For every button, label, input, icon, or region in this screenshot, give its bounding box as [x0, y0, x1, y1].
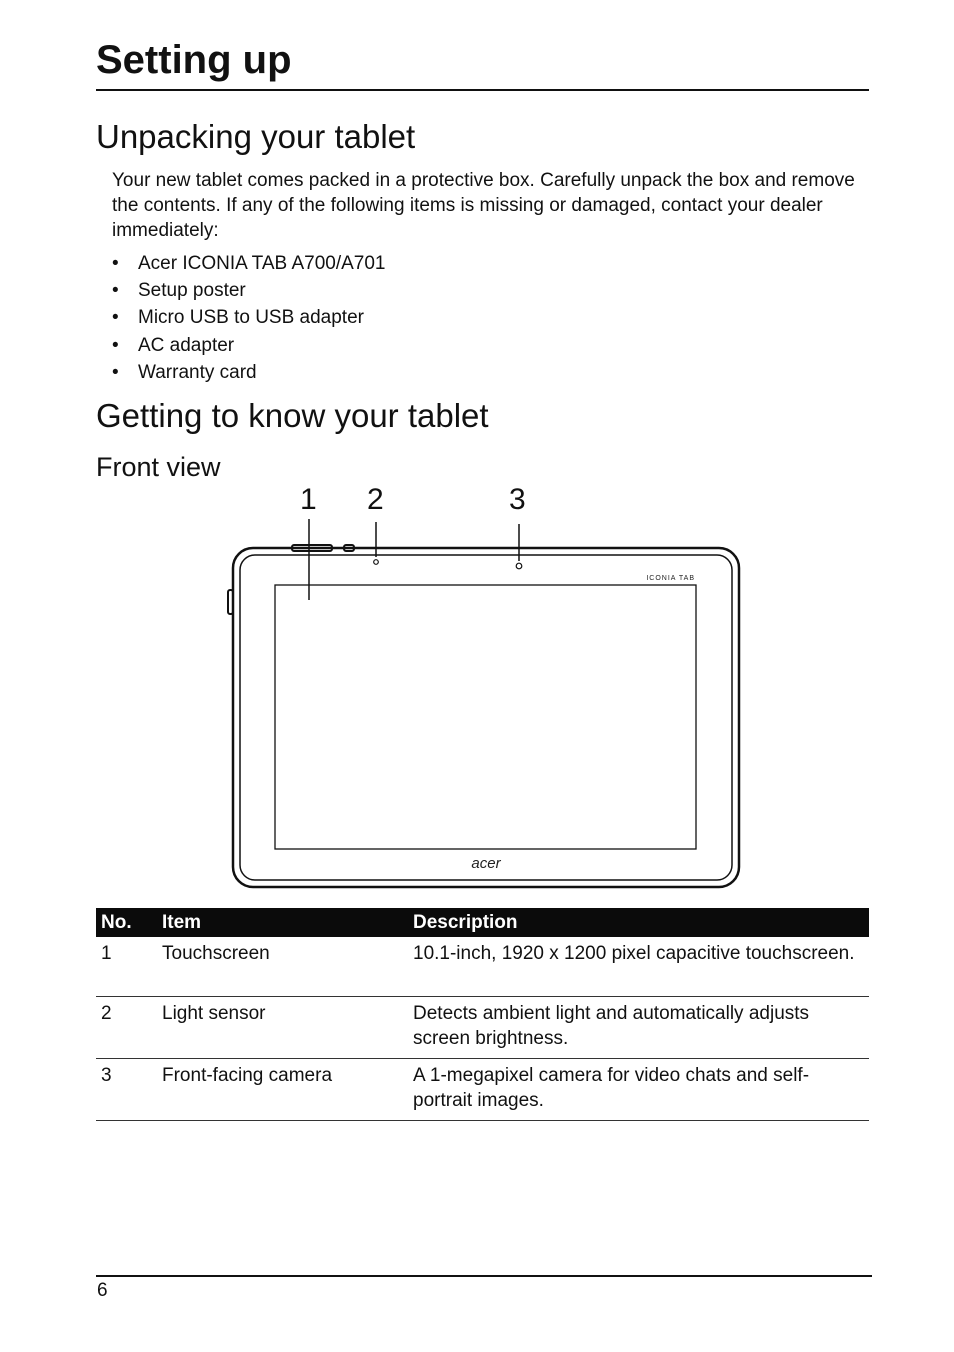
callout-1: 1 [300, 483, 317, 516]
cell-item: Front-facing camera [157, 1059, 408, 1121]
know-tablet-heading: Getting to know your tablet [96, 397, 489, 434]
unpacking-heading: Unpacking your tablet [96, 118, 416, 155]
cell-item: Light sensor [157, 997, 408, 1059]
list-item: • Setup poster [112, 280, 246, 302]
device-brand-logo: acer [471, 855, 501, 872]
table-row [96, 937, 869, 997]
list-item: • Acer ICONIA TAB A700/A701 [112, 253, 386, 274]
cell-description: Detects ambient light and automatically adjusts screen brightness. [408, 997, 869, 1059]
front-camera-icon [516, 563, 522, 569]
front-view-heading: Front view [96, 452, 221, 482]
cell-no: 3 [96, 1059, 157, 1121]
cell-description: A 1-megapixel camera for video chats and self-portrait images. [408, 1059, 869, 1121]
touchscreen [275, 585, 696, 849]
cell-no: 2 [96, 997, 157, 1059]
bullet-icon: • [112, 280, 119, 302]
bullet-icon: • [112, 307, 119, 329]
cell-no: 1 [96, 937, 157, 997]
chapter-title: Setting up [96, 38, 292, 82]
footer-rule [96, 1275, 872, 1277]
column-header-description: Description [408, 908, 869, 937]
bullet-icon: • [112, 334, 119, 356]
table-row [96, 1059, 869, 1121]
unpacking-intro: Your new tablet comes packed in a protective box. Carefully unpack the box and remove the contents. If any of the following items is missing or damaged, contact your dealer immediately: [112, 170, 855, 241]
bullet-icon: • [112, 253, 119, 274]
column-header-item: Item [157, 908, 408, 937]
tablet-bezel-outline [240, 555, 732, 880]
callout-2: 2 [367, 483, 384, 516]
cell-description: 10.1-inch, 1920 x 1200 pixel capacitive touchscreen. [408, 937, 869, 997]
list-item: • Warranty card [112, 361, 257, 383]
callout-3: 3 [509, 483, 526, 516]
table-row [96, 997, 869, 1059]
column-header-no: No. [96, 908, 157, 937]
page-number: 6 [97, 1280, 108, 1301]
list-item: • Micro USB to USB adapter [112, 307, 364, 329]
table-header-row [96, 908, 869, 937]
front-view-items-table [96, 908, 869, 1121]
device-model-logo: ICONIA TAB [646, 575, 695, 582]
cell-item: Touchscreen [157, 937, 408, 997]
bullet-icon: • [112, 361, 119, 383]
light-sensor-icon [374, 560, 379, 565]
list-item: • AC adapter [112, 334, 235, 356]
